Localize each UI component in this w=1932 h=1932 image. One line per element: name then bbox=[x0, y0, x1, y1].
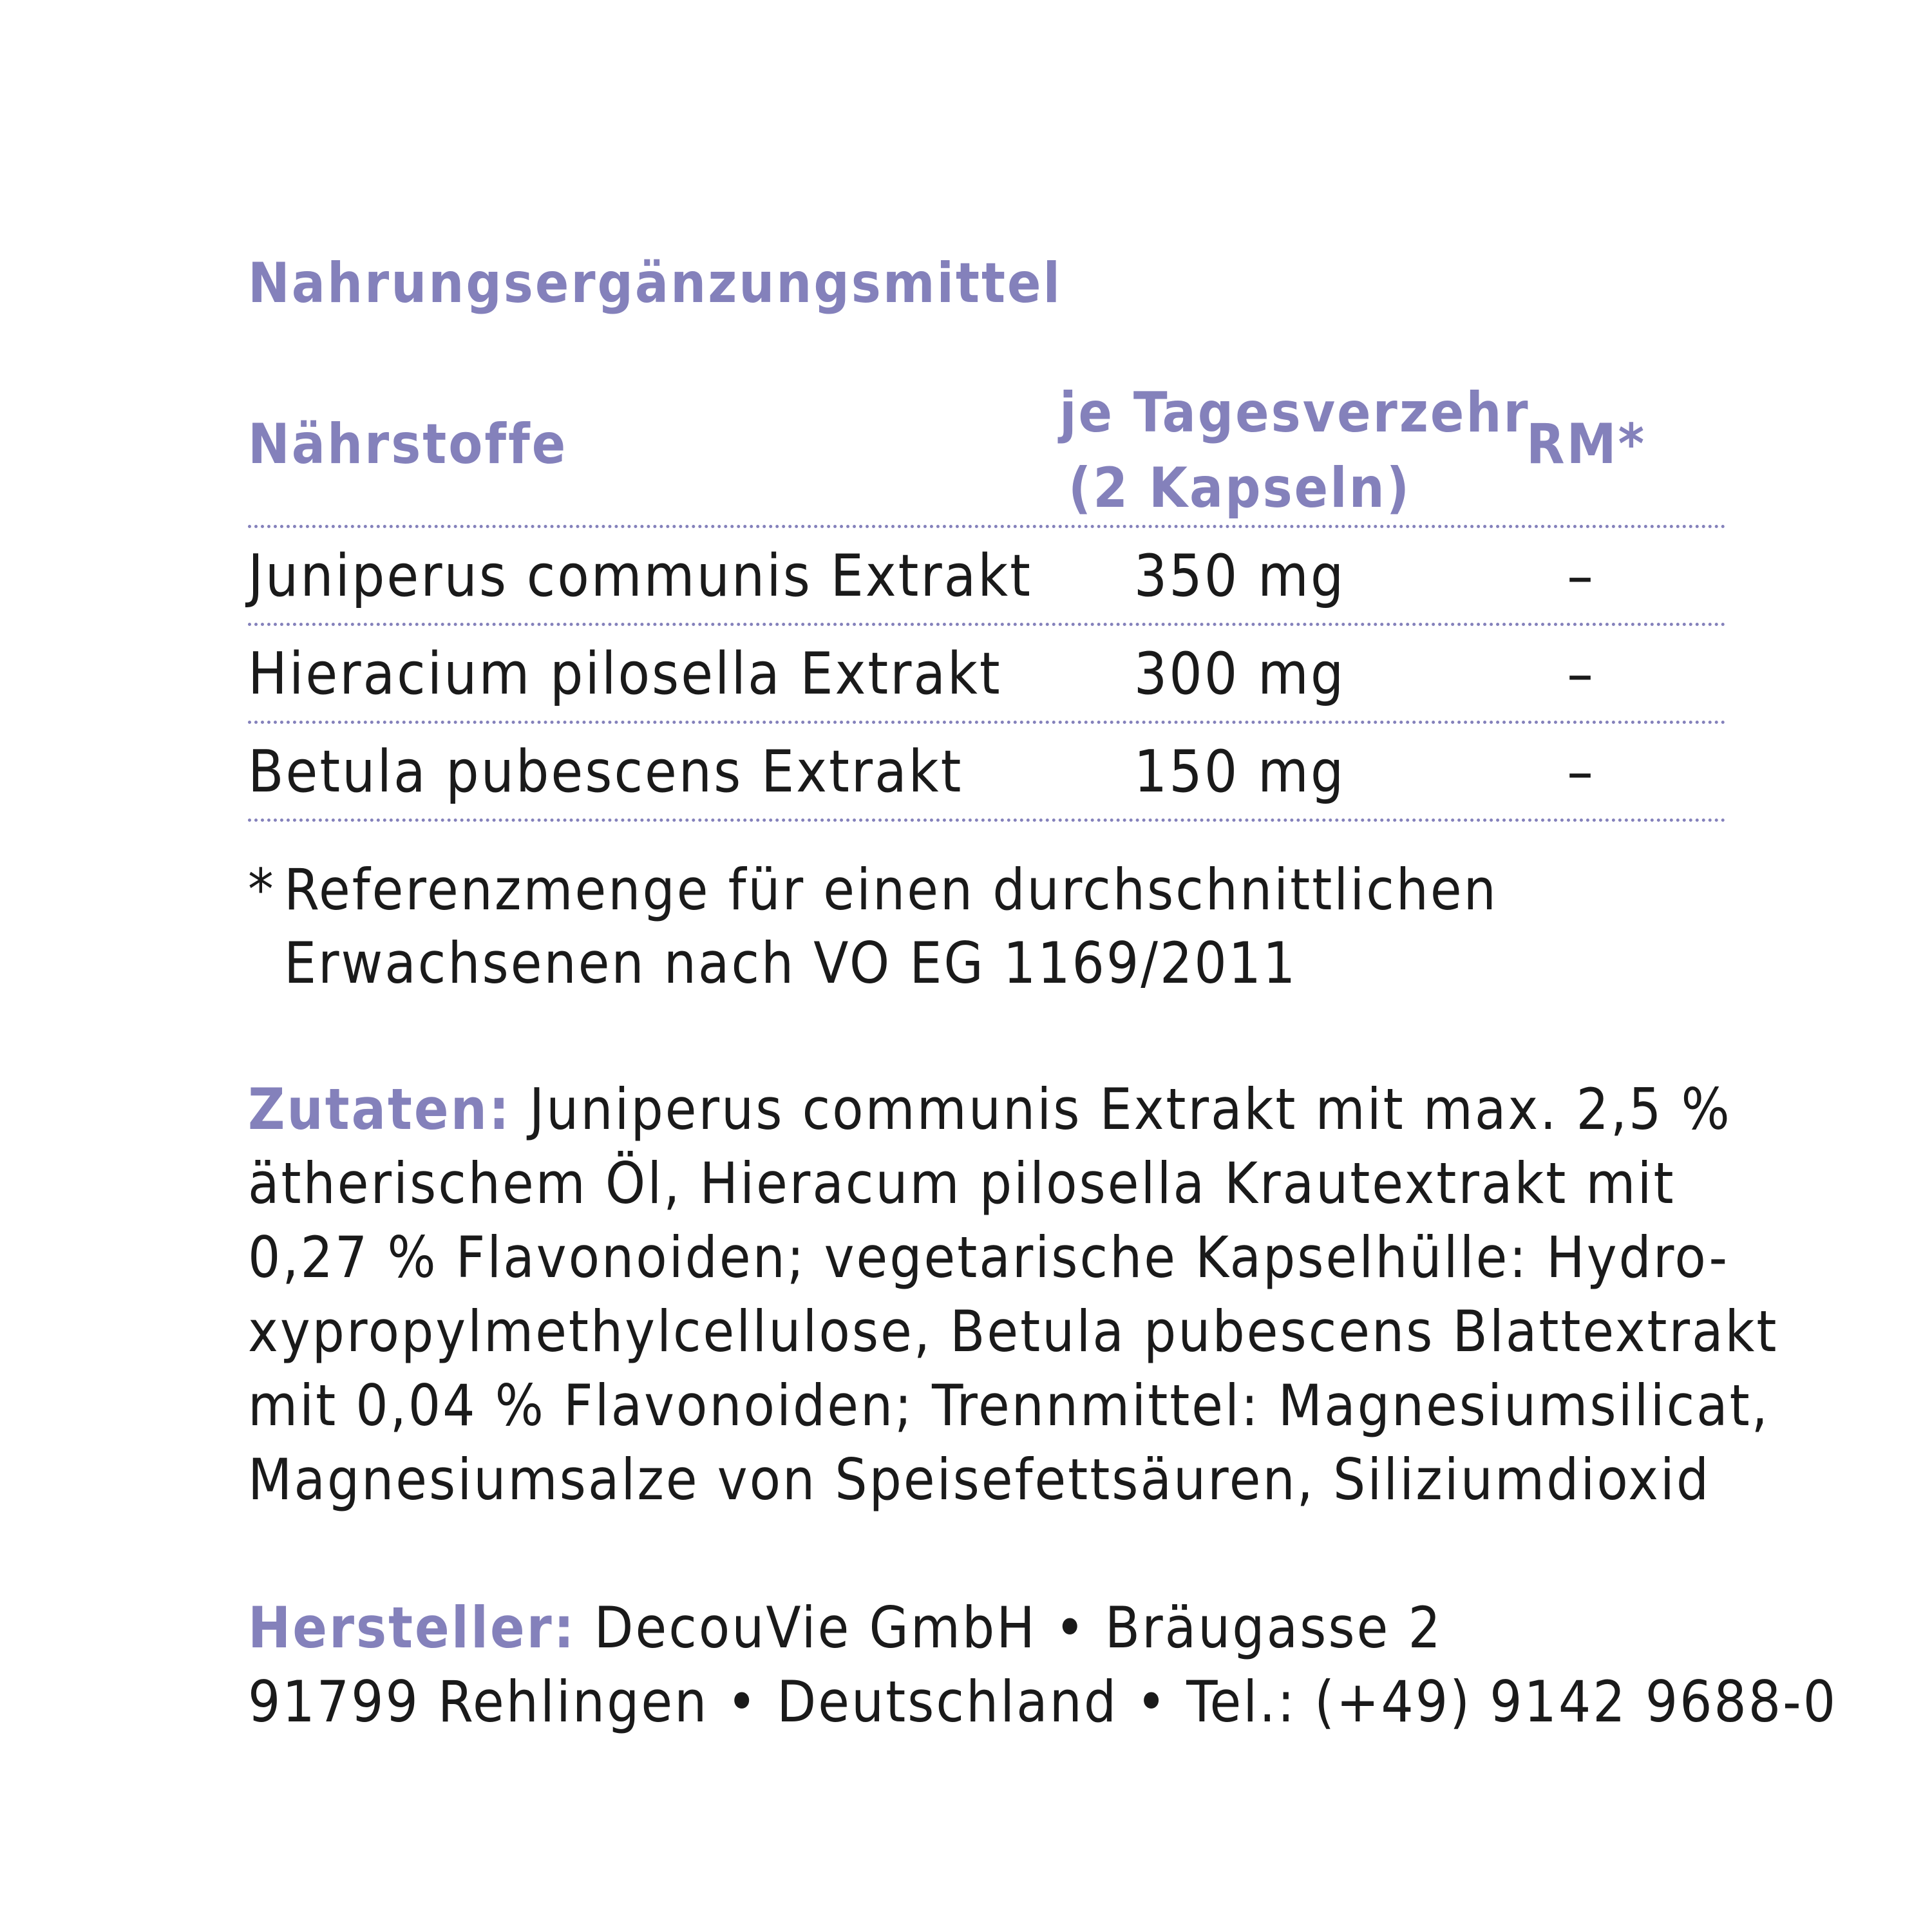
footnote-line1: Referenzmenge für einen durchschnittlichen bbox=[284, 857, 1498, 923]
header-nutrients: Nährstoffe bbox=[248, 412, 568, 477]
ingredients-text: Juniperus communis Extrakt mit max. 2,5 % bbox=[511, 1076, 1732, 1142]
ingredients-line: ätherischem Öl, Hieracum pilosella Krautextrakt mit bbox=[248, 1150, 1676, 1217]
table-body bbox=[248, 525, 1726, 822]
page-title: Nahrungsergänzungsmittel bbox=[248, 251, 1062, 316]
table-row bbox=[248, 721, 1726, 822]
nutrient-rm: – bbox=[1567, 738, 1595, 806]
nutrient-name: Betula pubescens Extrakt bbox=[248, 738, 963, 806]
nutrient-rm: – bbox=[1567, 640, 1595, 708]
ingredients-line: xypropylmethylcellulose, Betula pubescens Blattextrakt bbox=[248, 1298, 1779, 1365]
footnote-marker: * bbox=[248, 857, 276, 923]
manufacturer-section bbox=[248, 1591, 1838, 1739]
table-row bbox=[248, 525, 1726, 623]
nutrient-amount: 350 mg bbox=[1133, 542, 1346, 610]
reference-footnote bbox=[248, 853, 1498, 1000]
manufacturer-label: Hersteller: bbox=[248, 1595, 576, 1661]
header-daily-amount-line2: (2 Kapseln) bbox=[1068, 456, 1412, 520]
ingredients-label: Zutaten: bbox=[248, 1076, 511, 1142]
ingredients-line: Magnesiumsalze von Speisefettsäuren, Siliziumdioxid bbox=[248, 1446, 1711, 1513]
ingredients-line bbox=[248, 1072, 1748, 1146]
table-row bbox=[248, 623, 1726, 721]
nutrient-name: Juniperus communis Extrakt bbox=[248, 542, 1032, 610]
ingredients-line: 0,27 % Flavonoiden; vegetarische Kapselhülle: Hydro- bbox=[248, 1224, 1730, 1291]
header-daily-amount bbox=[1059, 375, 1530, 526]
nutrient-amount: 150 mg bbox=[1133, 738, 1346, 806]
header-reference-amount: RM* bbox=[1526, 412, 1647, 477]
table-header bbox=[248, 377, 1726, 525]
ingredients-section bbox=[248, 1072, 1779, 1517]
ingredients-line: mit 0,04 % Flavonoiden; Trennmittel: Magnesiumsilicat, bbox=[248, 1372, 1770, 1439]
nutrient-amount: 300 mg bbox=[1133, 640, 1346, 708]
manufacturer-text: DecouVie GmbH • Bräugasse 2 bbox=[576, 1595, 1443, 1661]
header-daily-amount-line1: je Tagesverzehr bbox=[1059, 381, 1530, 445]
footnote-line2: Erwachsenen nach VO EG 1169/2011 bbox=[284, 930, 1298, 996]
nutrient-table bbox=[248, 377, 1726, 822]
manufacturer-line: 91799 Rehlingen • Deutschland • Tel.: (+49) 9142 9688-0 bbox=[248, 1669, 1838, 1735]
nutrient-rm: – bbox=[1567, 542, 1595, 610]
nutrient-name: Hieracium pilosella Extrakt bbox=[248, 640, 1002, 708]
manufacturer-line bbox=[248, 1591, 1748, 1665]
